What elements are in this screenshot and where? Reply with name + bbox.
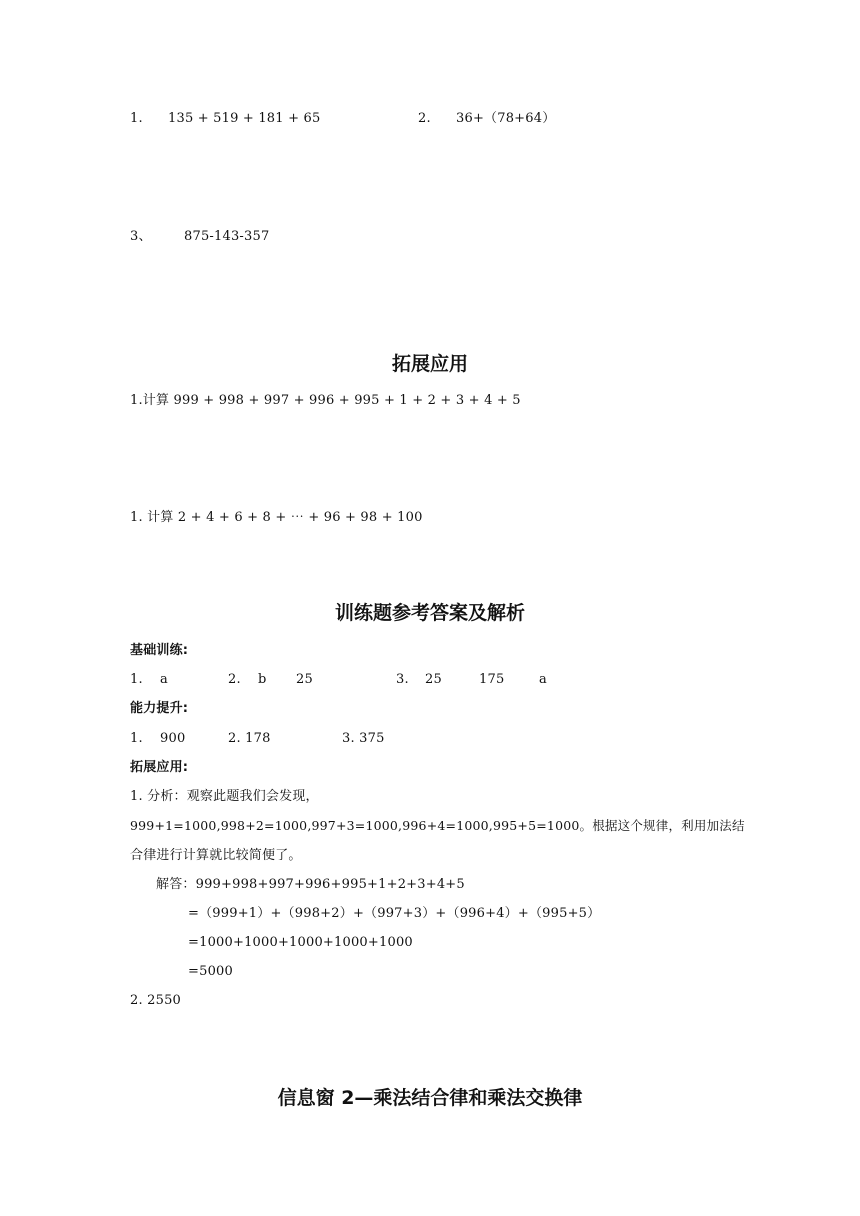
exercise-3-number: 3、 [130, 229, 152, 244]
exercise-2-number: 2. [418, 111, 431, 126]
analysis-line-1: 1. 分析：观察此题我们会发现， [130, 789, 319, 804]
basic-answer-2-value-2: 25 [296, 672, 313, 687]
basic-answer-3-value-1: 25 [425, 672, 442, 687]
basic-answer-3-number: 3. [396, 672, 409, 687]
basic-training-label: 基础训练: [130, 643, 189, 658]
exercise-1-number: 1. [130, 111, 143, 126]
solution-line-4: =5000 [188, 964, 233, 979]
exercise-2-expression: 36+（78+64） [456, 111, 556, 126]
next-section-heading: 信息窗 2—乘法结合律和乘法交换律 [277, 1087, 583, 1109]
answer-2: 2. 2550 [130, 993, 182, 1008]
basic-answer-2-value-1: b [258, 672, 267, 687]
extension-item-2: 1. 计算 2 + 4 + 6 + 8 + ⋯ + 96 + 98 + 100 [130, 510, 423, 525]
analysis-line-3: 合律进行计算就比较简便了。 [130, 848, 302, 863]
ability-answer-1-value: 900 [160, 731, 186, 746]
basic-answer-1-number: 1. [130, 672, 143, 687]
basic-answer-1-value: a [160, 672, 168, 687]
ability-answer-3: 3. 375 [342, 731, 385, 746]
ability-improvement-label: 能力提升: [130, 701, 189, 716]
analysis-line-2: 999+1=1000,998+2=1000,997+3=1000,996+4=1000,995+5=1000。根据这个规律，利用加法结 [130, 818, 745, 833]
exercise-3-expression: 875-143-357 [184, 229, 270, 244]
basic-answer-3-value-2: 175 [479, 672, 505, 687]
solution-line-1: 解答：999+998+997+996+995+1+2+3+4+5 [156, 877, 465, 892]
solution-line-3: =1000+1000+1000+1000+1000 [188, 935, 413, 950]
extension-heading: 拓展应用 [391, 353, 468, 375]
extension-answers-label: 拓展应用: [130, 760, 189, 775]
basic-answer-3-value-3: a [539, 672, 547, 687]
ability-answer-1-number: 1. [130, 731, 143, 746]
ability-answer-2: 2. 178 [228, 731, 271, 746]
basic-answer-2-number: 2. [228, 672, 241, 687]
solution-line-2: =（999+1）+（998+2）+（997+3）+（996+4）+（995+5） [188, 906, 601, 921]
extension-item-1: 1.计算 999 + 998 + 997 + 996 + 995 + 1 + 2 + 3 + 4 + 5 [130, 393, 521, 408]
exercise-1-expression: 135 + 519 + 181 + 65 [168, 111, 321, 126]
answers-heading: 训练题参考答案及解析 [334, 602, 525, 624]
